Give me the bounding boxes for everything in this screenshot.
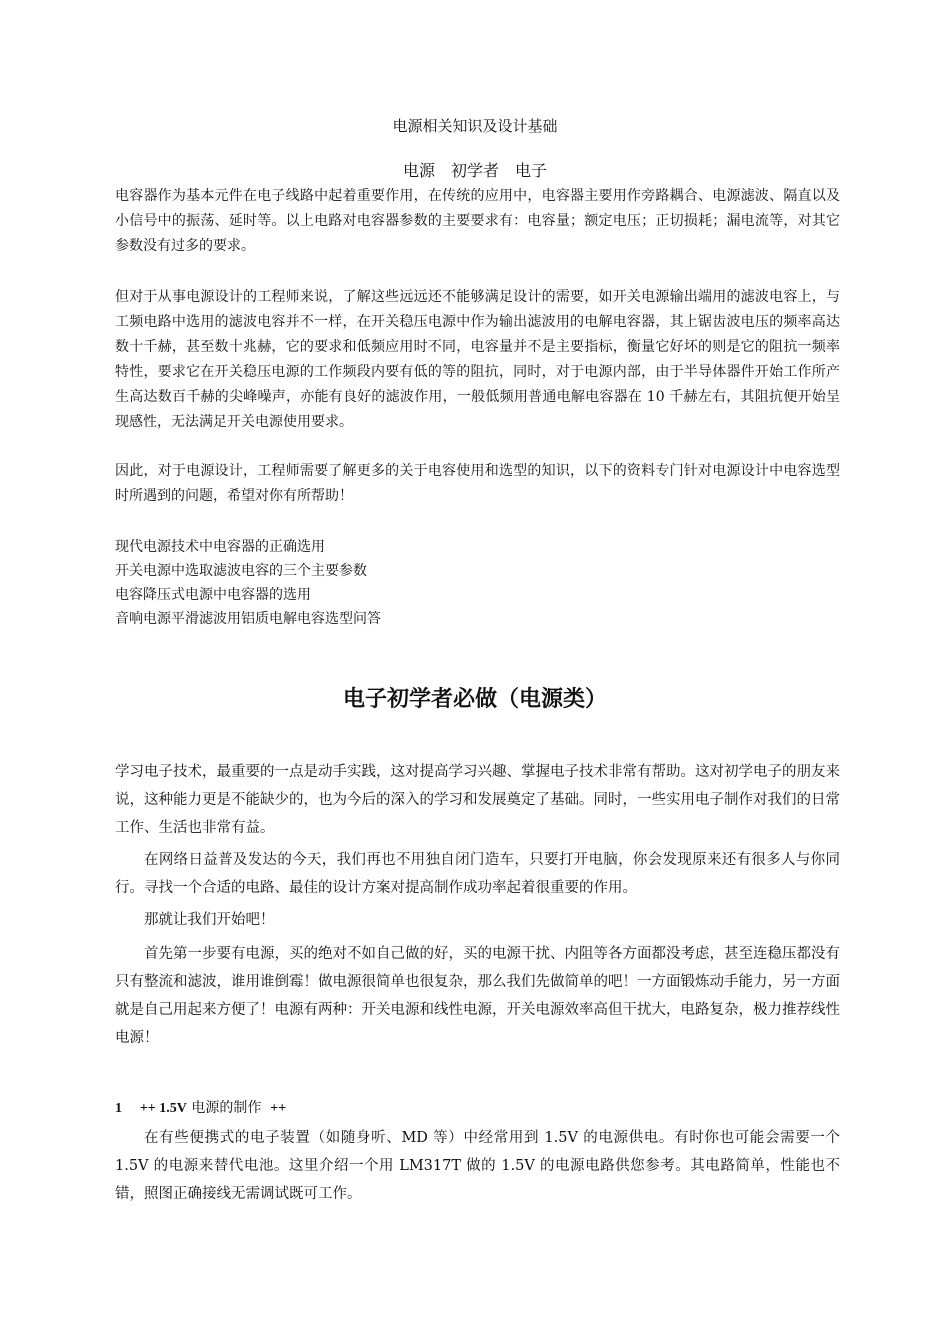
subsection-heading xyxy=(115,1096,840,1121)
body-paragraph-3: 那就让我们开始吧！ xyxy=(144,912,275,928)
article-link-list xyxy=(115,535,840,631)
subsection-bold: ++ 1.5V xyxy=(139,1101,187,1116)
article-link[interactable]: 现代电源技术中电容器的正确选用 xyxy=(115,539,325,555)
subsection-tail: ++ xyxy=(270,1101,287,1116)
body-paragraph-4: 首先第一步要有电源，买的绝对不如自己做的好，买的电源干扰、内阻等各方面都没考虑，甚至连稳压都没有只有整流和滤波，谁用谁倒霉！做电源很简单也很复杂，那么我们先做简单的吧！一方面锻炼动手能力，另一方面就是自己用起来方便了！电源有两种：开关电源和线性电源，开关电源效率高但干扰大，电路复杂，极力推荐线性电源！ xyxy=(115,946,840,1046)
intro-paragraph-3: 因此，对于电源设计，工程师需要了解更多的关于电容使用和选型的知识，以下的资料专门针对电源设计中电容选型时所遇到的问题，希望对你有所帮助！ xyxy=(115,463,840,504)
body-paragraph-1: 学习电子技术，最重要的一点是动手实践，这对提高学习兴趣、掌握电子技术非常有帮助。这对初学电子的朋友来说，这种能力更是不能缺少的，也为今后的深入的学习和发展奠定了基础。同时，一些实用电子制作对我们的日常工作、生活也非常有益。 xyxy=(115,764,840,836)
byline: 电源 初学者 电子 xyxy=(402,161,547,180)
body-paragraph-2: 在网络日益普及发达的今天，我们再也不用独自闭门造车，只要打开电脑，你会发现原来还有很多人与你同行。寻找一个合适的电路、最佳的设计方案对提高制作成功率起着很重要的作用。 xyxy=(115,852,840,896)
subsection-paragraph: 在有些便携式的电子装置（如随身听、MD 等）中经常用到 1.5V 的电源供电。有时你也可能会需要一个 1.5V 的电源来替代电池。这里介绍一个用 LM317T 做的 1.5V 的电源电路供您参考。其电路简单，性能也不错，照图正确接线无需调试既可工作。 xyxy=(115,1130,840,1202)
subsection-number: 1 xyxy=(115,1101,122,1116)
intro-paragraph-1: 电容器作为基本元件在电子线路中起着重要作用，在传统的应用中，电容器主要用作旁路耦合、电源滤波、隔直以及小信号中的振荡、延时等。以上电路对电容器参数的主要要求有：电容量；额定电压；正切损耗；漏电流等，对其它参数没有过多的要求。 xyxy=(115,188,840,254)
article-link[interactable]: 开关电源中选取滤波电容的三个主要参数 xyxy=(115,563,367,579)
article-link[interactable]: 电容降压式电源中电容器的选用 xyxy=(115,587,311,603)
document-title: 电源相关知识及设计基础 xyxy=(392,117,558,135)
article-link[interactable]: 音响电源平滑滤波用铝质电解电容选型问答 xyxy=(115,611,381,627)
section-heading: 电子初学者必做（电源类） xyxy=(342,687,607,712)
subsection-text: 电源的制作 xyxy=(191,1100,262,1116)
intro-paragraph-2: 但对于从事电源设计的工程师来说，了解这些远远还不能够满足设计的需要，如开关电源输出端用的滤波电容上，与工频电路中选用的滤波电容并不一样，在开关稳压电源中作为输出滤波用的电解电容器，其上锯齿波电压的频率高达数十千赫，甚至数十兆赫，它的要求和低频应用时不同，电容量并不是主要指标，衡量它好坏的则是它的阻抗一频率特性，要求它在开关稳压电源的工作频段内要有低的等的阻抗，同时，对于电源内部，由于半导体器件开始工作所产生高达数百千赫的尖峰噪声，亦能有良好的滤波作用，一般低频用普通电解电容器在 10 千赫左右，其阻抗便开始呈现感性，无法满足开关电源使用要求。 xyxy=(115,289,840,430)
